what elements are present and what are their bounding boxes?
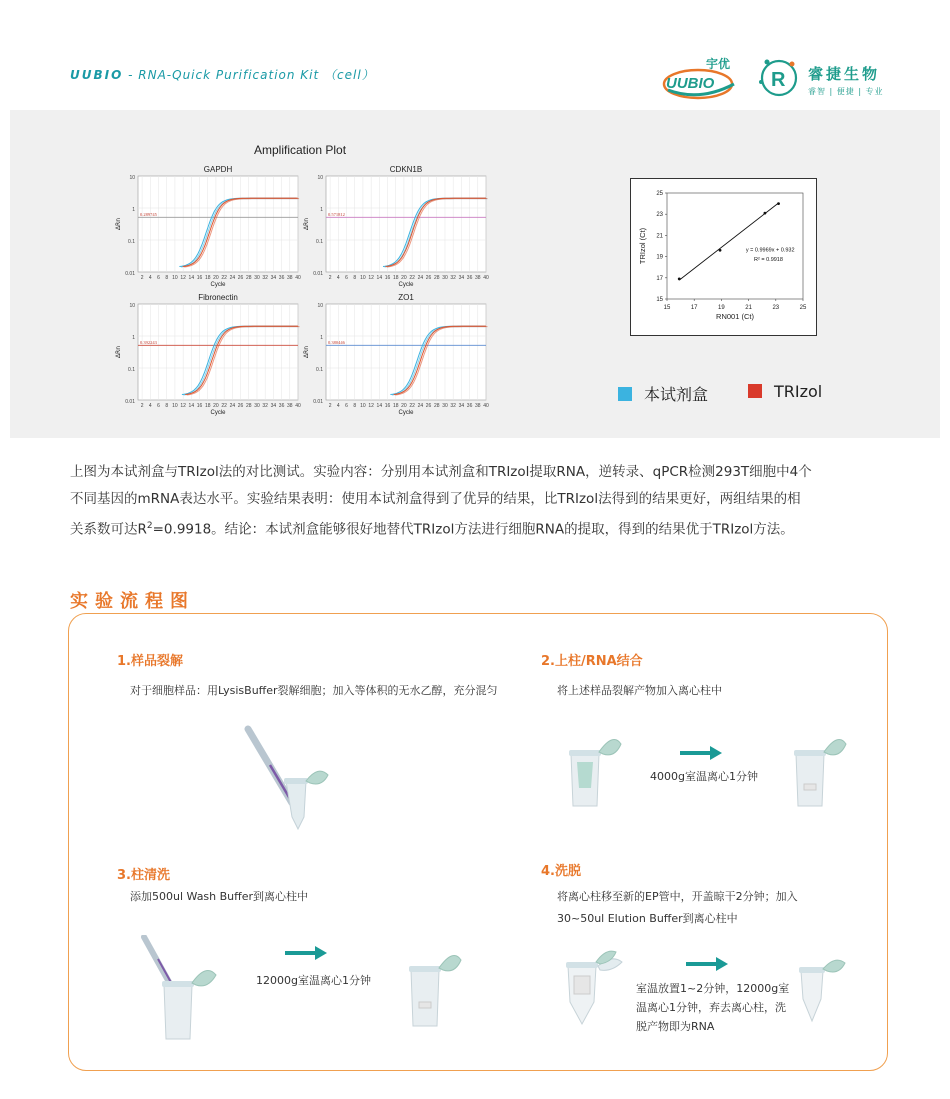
x-tick-label: 40 [295,403,301,409]
x-tick-label: 36 [466,275,473,281]
x-tick-label: 12 [368,403,374,409]
amplification-panel [300,160,489,288]
y-tick-label: 0.01 [313,271,323,277]
x-tick-label: 10 [172,275,178,281]
amplification-panel [112,288,301,416]
ep-tube-rna-icon [795,955,850,1025]
amplification-panel-svg [300,160,490,290]
x-tick-label: 34 [458,275,465,281]
step-3-arrow-icon [285,946,327,960]
x-tick-label: 36 [278,275,285,281]
x-tick-label: 21 [745,305,752,311]
x-tick-label: 6 [345,275,348,281]
data-point [764,212,767,215]
x-tick-label: 22 [409,275,415,281]
y-axis-label: ΔRn [303,217,310,231]
y-axis-label: ΔRn [115,345,122,359]
x-tick-label: 25 [799,305,807,311]
x-tick-label: 22 [221,275,227,281]
x-tick-label: 8 [353,275,357,281]
plot-area [138,304,298,400]
amplification-panel-svg [112,160,302,290]
y-tick-label: 1 [132,207,135,213]
x-tick-label: 4 [336,275,340,281]
x-tick-label: 12 [180,275,186,281]
x-tick-label: 2 [140,275,144,281]
x-tick-label: 14 [188,275,195,281]
header-product-name: RNA-Quick Purification Kit （cell） [138,68,375,82]
description-text: 关系数可达R [70,521,147,538]
x-tick-label: 32 [450,275,456,281]
correlation-chart [630,178,817,336]
description-text: =0.9918。结论：本试剂盒能够很好地替代TRIzol方法进行细胞RNA的提取，得到的结果优于TRIzol方法。 [152,521,794,538]
step-4-arrow-label-line: 脱产物即为RNA [636,1020,715,1033]
step-4-text-line: 将离心柱移至新的EP管中，开盖晾干2分钟；加入 [557,890,798,903]
step-4-arrow-label-line: 室温放置1~2分钟，12000g室 [636,982,790,995]
y-axis-label: ΔRn [115,217,122,231]
amplification-plot-title: Amplification Plot [254,143,347,157]
legend-item-trizol [748,382,822,402]
x-axis-label: Cycle [210,282,226,288]
header-separator: - [123,68,139,82]
flow-section-title: 实验流程图 [70,591,195,612]
y-tick-label: 10 [129,175,135,181]
pipette-into-tube-icon [240,725,335,835]
x-tick-label: 34 [458,403,465,409]
x-tick-label: 34 [270,403,277,409]
x-tick-label: 10 [360,403,366,409]
step-4-text-line: 30~50ul Elution Buffer到离心柱中 [557,912,738,925]
x-tick-label: 26 [237,275,244,281]
y-tick-label: 10 [317,175,323,181]
x-tick-label: 8 [165,275,169,281]
x-tick-label: 40 [295,275,301,281]
x-tick-label: 2 [328,275,332,281]
step-2-arrow-label: 4000g室温离心1分钟 [650,770,758,783]
svg-text:R: R [771,69,786,91]
x-tick-label: 18 [392,275,399,281]
description-paragraph [70,459,900,544]
x-tick-label: 30 [254,275,260,281]
x-tick-label: 38 [475,275,481,281]
x-tick-label: 24 [229,403,236,409]
x-tick-label: 12 [180,403,186,409]
x-tick-label: 16 [196,275,203,281]
amplification-panel [112,160,301,288]
x-tick-label: 20 [401,403,407,409]
y-tick-label: 0.1 [128,239,135,245]
x-tick-label: 22 [221,403,227,409]
x-tick-label: 20 [401,275,407,281]
step-4-title: 4.洗脱 [541,864,581,879]
y-tick-label: 25 [656,191,663,197]
x-tick-label: 6 [157,275,160,281]
x-tick-label: 24 [417,403,424,409]
x-tick-label: 30 [254,403,260,409]
x-tick-label: 15 [663,305,671,311]
step-4-arrow-icon [686,957,728,971]
x-tick-label: 19 [718,305,725,311]
amplification-panel-svg [112,288,302,418]
panel-gene-title: CDKN1B [389,165,423,174]
legend-label-trizol: TRIzol [774,382,823,401]
x-tick-label: 24 [229,275,236,281]
panel-gene-title: Fibronectin [198,293,238,302]
x-axis-label: Cycle [210,410,226,416]
x-tick-label: 6 [157,403,160,409]
x-tick-label: 30 [442,403,448,409]
x-axis-label: Cycle [398,410,414,416]
y-tick-label: 0.01 [125,399,135,405]
x-tick-label: 26 [237,403,244,409]
step-3-title: 3.柱清洗 [117,868,170,883]
data-point [678,277,681,280]
x-tick-label: 14 [376,275,383,281]
x-tick-label: 18 [204,403,211,409]
x-tick-label: 24 [417,275,424,281]
y-tick-label: 23 [656,212,663,219]
legend-label-kit: 本试剂盒 [644,385,709,404]
x-tick-label: 12 [368,275,374,281]
y-tick-label: 17 [656,275,663,282]
x-tick-label: 14 [376,403,383,409]
y-tick-label: 10 [129,303,135,309]
panel-gene-title: GAPDH [203,165,233,174]
x-tick-label: 2 [140,403,144,409]
y-tick-label: 0.01 [125,271,135,277]
legend-swatch-kit [618,387,632,401]
data-point [777,202,780,205]
description-line [70,513,900,544]
x-tick-label: 34 [270,275,277,281]
correlation-chart-svg [631,179,818,337]
x-axis-label: RN001 (Ct) [716,312,754,321]
step-1-text: 对于细胞样品：用LysisBuffer裂解细胞；加入等体积的无水乙醇，充分混匀 [130,684,498,697]
y-tick-label: 0.1 [316,239,323,245]
uubio-logo [660,54,742,104]
x-tick-label: 32 [262,403,268,409]
x-tick-label: 30 [442,275,448,281]
step-4-arrow-label-line: 温离心1分钟，弃去离心柱，洗 [636,1001,786,1014]
pipette-wash-tube-icon [140,935,220,1045]
x-tick-label: 26 [425,403,432,409]
uubio-logo-text: UUBIO [666,75,715,92]
x-tick-label: 8 [353,403,357,409]
x-tick-label: 16 [384,403,391,409]
x-tick-label: 38 [287,275,293,281]
y-axis-label: TRIzol (Ct) [638,227,647,265]
y-tick-label: 19 [656,254,663,261]
legend-swatch-trizol [748,384,762,398]
plot-area [326,176,486,272]
x-tick-label: 4 [336,403,340,409]
x-tick-label: 26 [425,275,432,281]
amplification-panel [300,288,489,416]
y-tick-label: 0.1 [316,367,323,373]
spin-column-tube-icon [565,732,625,812]
x-tick-label: 16 [384,275,391,281]
y-tick-label: 0.01 [313,399,323,405]
x-tick-label: 4 [148,275,152,281]
x-tick-label: 38 [287,403,293,409]
x-tick-label: 18 [204,275,211,281]
scatter-plot-area [667,193,803,299]
data-point [719,249,722,252]
panel-gene-title: ZO1 [398,293,414,302]
ep-tube-with-column-icon [560,948,625,1028]
description-line: 不同基因的mRNA表达水平。实验结果表明：使用本试剂盒得到了优异的结果，比TRIzol法得到的结果更好，两组结果的相 [70,491,801,507]
threshold-label: 0.289745 [140,211,157,217]
fit-equation: y = 0.9969x + 0.932 [745,247,795,254]
x-tick-label: 4 [148,403,152,409]
y-tick-label: 0.1 [128,367,135,373]
ruijie-logo-name: 睿捷生物 [808,65,881,83]
spin-column-tube-icon [405,948,465,1033]
x-tick-label: 36 [278,403,285,409]
header-brand: UUBIO [70,68,124,82]
x-tick-label: 40 [483,275,489,281]
y-tick-label: 1 [320,207,323,213]
amplification-panel-svg [300,288,490,418]
x-tick-label: 38 [475,403,481,409]
x-tick-label: 10 [172,403,178,409]
x-tick-label: 32 [450,403,456,409]
x-axis-label: Cycle [398,282,414,288]
description-line: 上图为本试剂盒与TRIzol法的对比测试。实验内容：分别用本试剂盒和TRIzol提取RNA，逆转录、qPCR检测293T细胞中4个 [70,464,812,480]
step-2-arrow-icon [680,746,722,760]
y-tick-label: 10 [317,303,323,309]
threshold-label: 0.392243 [140,339,157,345]
x-tick-label: 14 [188,403,195,409]
x-tick-label: 28 [433,275,440,281]
x-tick-label: 28 [433,403,440,409]
x-tick-label: 23 [772,305,780,311]
legend-item-kit [618,382,708,402]
x-tick-label: 36 [466,403,473,409]
y-axis-label: ΔRn [303,345,310,359]
ruijie-logo-tagline: 睿智 | 便捷 | 专业 [808,87,884,96]
x-tick-label: 18 [392,403,399,409]
r-squared-annotation: R² = 0.9918 [754,256,783,263]
step-3-arrow-label: 12000g室温离心1分钟 [256,974,371,987]
x-tick-label: 6 [345,403,348,409]
spin-column-tube-icon [790,732,850,812]
step-1-title: 1.样品裂解 [117,654,183,669]
uubio-logo-cn: 宇优 [706,57,731,71]
x-tick-label: 28 [245,275,252,281]
y-tick-label: 1 [132,335,135,341]
fit-line [679,203,778,280]
x-tick-label: 22 [409,403,415,409]
x-tick-label: 17 [690,305,698,311]
x-tick-label: 16 [196,403,203,409]
y-tick-label: 15 [656,297,663,303]
x-tick-label: 2 [328,403,332,409]
threshold-label: 0.380446 [328,339,345,345]
x-tick-label: 28 [245,403,252,409]
step-2-title: 2.上柱/RNA结合 [541,654,643,669]
y-tick-label: 1 [320,335,323,341]
y-tick-label: 21 [656,233,663,240]
x-tick-label: 8 [165,403,169,409]
r-squared-superscript: 2 [146,521,153,531]
step-2-text: 将上述样品裂解产物加入离心柱中 [557,684,722,697]
x-tick-label: 20 [213,275,219,281]
header-product-title [70,66,375,83]
plot-area [138,176,298,272]
x-tick-label: 32 [262,275,268,281]
x-tick-label: 20 [213,403,219,409]
x-tick-label: 10 [360,275,366,281]
x-tick-label: 40 [483,403,489,409]
threshold-label: 0.571812 [328,211,345,217]
step-3-text: 添加500ul Wash Buffer到离心柱中 [130,890,309,903]
